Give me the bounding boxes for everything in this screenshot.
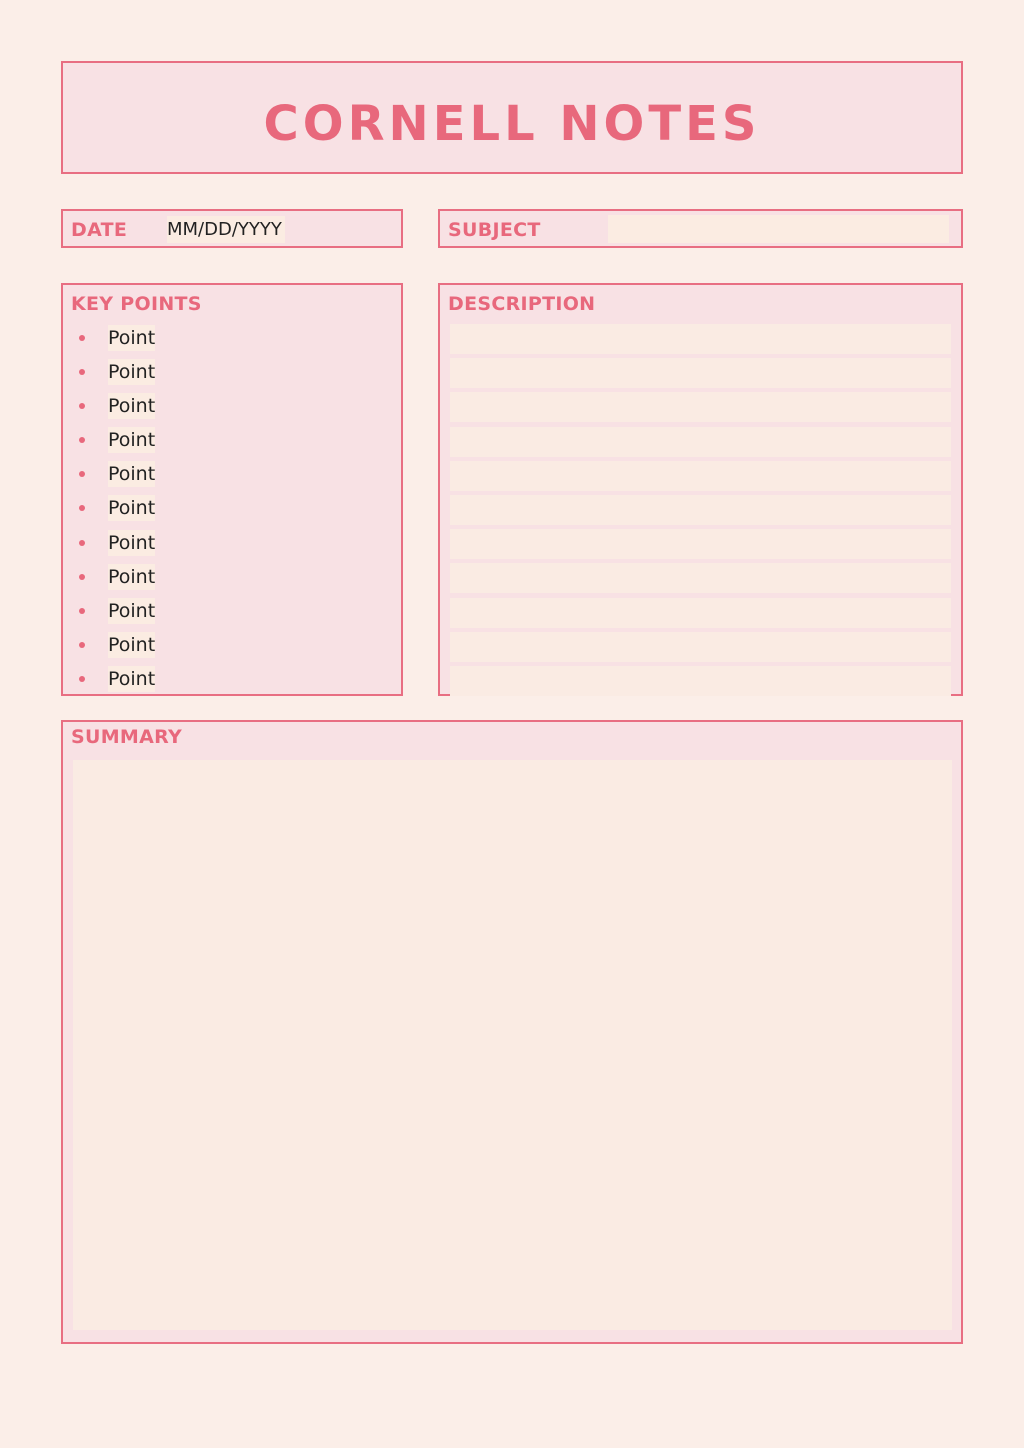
subject-section (438, 209, 963, 248)
bullet-icon (79, 540, 85, 546)
key-point-field[interactable]: Point (108, 565, 156, 588)
key-point-item (63, 390, 401, 424)
description-line-field[interactable] (450, 666, 951, 696)
key-points-list (63, 322, 401, 697)
description-line-field[interactable] (450, 529, 951, 559)
bullet-icon (79, 642, 85, 648)
key-point-field[interactable]: Point (108, 395, 156, 418)
description-lines (450, 324, 951, 700)
subject-label: SUBJECT (448, 219, 541, 241)
subject-field[interactable] (608, 215, 949, 243)
bullet-icon (79, 403, 85, 409)
bullet-icon (79, 608, 85, 614)
description-line-field[interactable] (450, 563, 951, 593)
key-point-item (63, 663, 401, 697)
description-line-field[interactable] (450, 632, 951, 662)
page-title: CORNELL NOTES (263, 95, 761, 152)
key-point-field[interactable]: Point (108, 361, 156, 384)
key-point-field[interactable]: Point (108, 497, 156, 520)
key-point-field[interactable]: Point (108, 327, 156, 349)
description-line-field[interactable] (450, 495, 951, 525)
key-point-item (63, 492, 401, 526)
key-point-item (63, 424, 401, 458)
bullet-icon (79, 369, 85, 375)
key-point-field[interactable]: Point (108, 599, 156, 622)
key-point-field[interactable]: Point (108, 463, 156, 486)
key-point-item (63, 527, 401, 561)
key-point-item (63, 561, 401, 595)
key-point-item (63, 595, 401, 629)
bullet-icon (79, 676, 85, 682)
key-points-section (61, 283, 403, 696)
bullet-icon (79, 505, 85, 511)
date-label: DATE (71, 219, 128, 241)
summary-field[interactable] (73, 760, 952, 1330)
bullet-icon (79, 574, 85, 580)
title-banner (61, 61, 963, 174)
description-line-field[interactable] (450, 461, 951, 491)
description-label: DESCRIPTION (448, 293, 596, 315)
description-line-field[interactable] (450, 598, 951, 628)
description-line-field[interactable] (450, 358, 951, 388)
description-line-field[interactable] (450, 392, 951, 422)
date-field[interactable]: MM/DD/YYYY (167, 216, 285, 243)
bullet-icon (79, 335, 85, 341)
key-point-item (63, 356, 401, 390)
key-point-item (63, 458, 401, 492)
bullet-icon (79, 471, 85, 477)
key-point-field[interactable]: Point (108, 531, 156, 554)
bullet-icon (79, 437, 85, 443)
date-section (61, 209, 403, 248)
description-line-field[interactable] (450, 324, 951, 354)
description-line-field[interactable] (450, 427, 951, 457)
key-point-item (63, 629, 401, 663)
key-point-item (63, 322, 401, 356)
summary-section (61, 720, 963, 1344)
key-point-field[interactable]: Point (108, 429, 156, 452)
key-point-field[interactable]: Point (108, 667, 156, 690)
key-points-label: KEY POINTS (71, 293, 202, 315)
summary-label: SUMMARY (71, 726, 183, 748)
key-point-field[interactable]: Point (108, 633, 156, 656)
description-section (438, 283, 963, 696)
